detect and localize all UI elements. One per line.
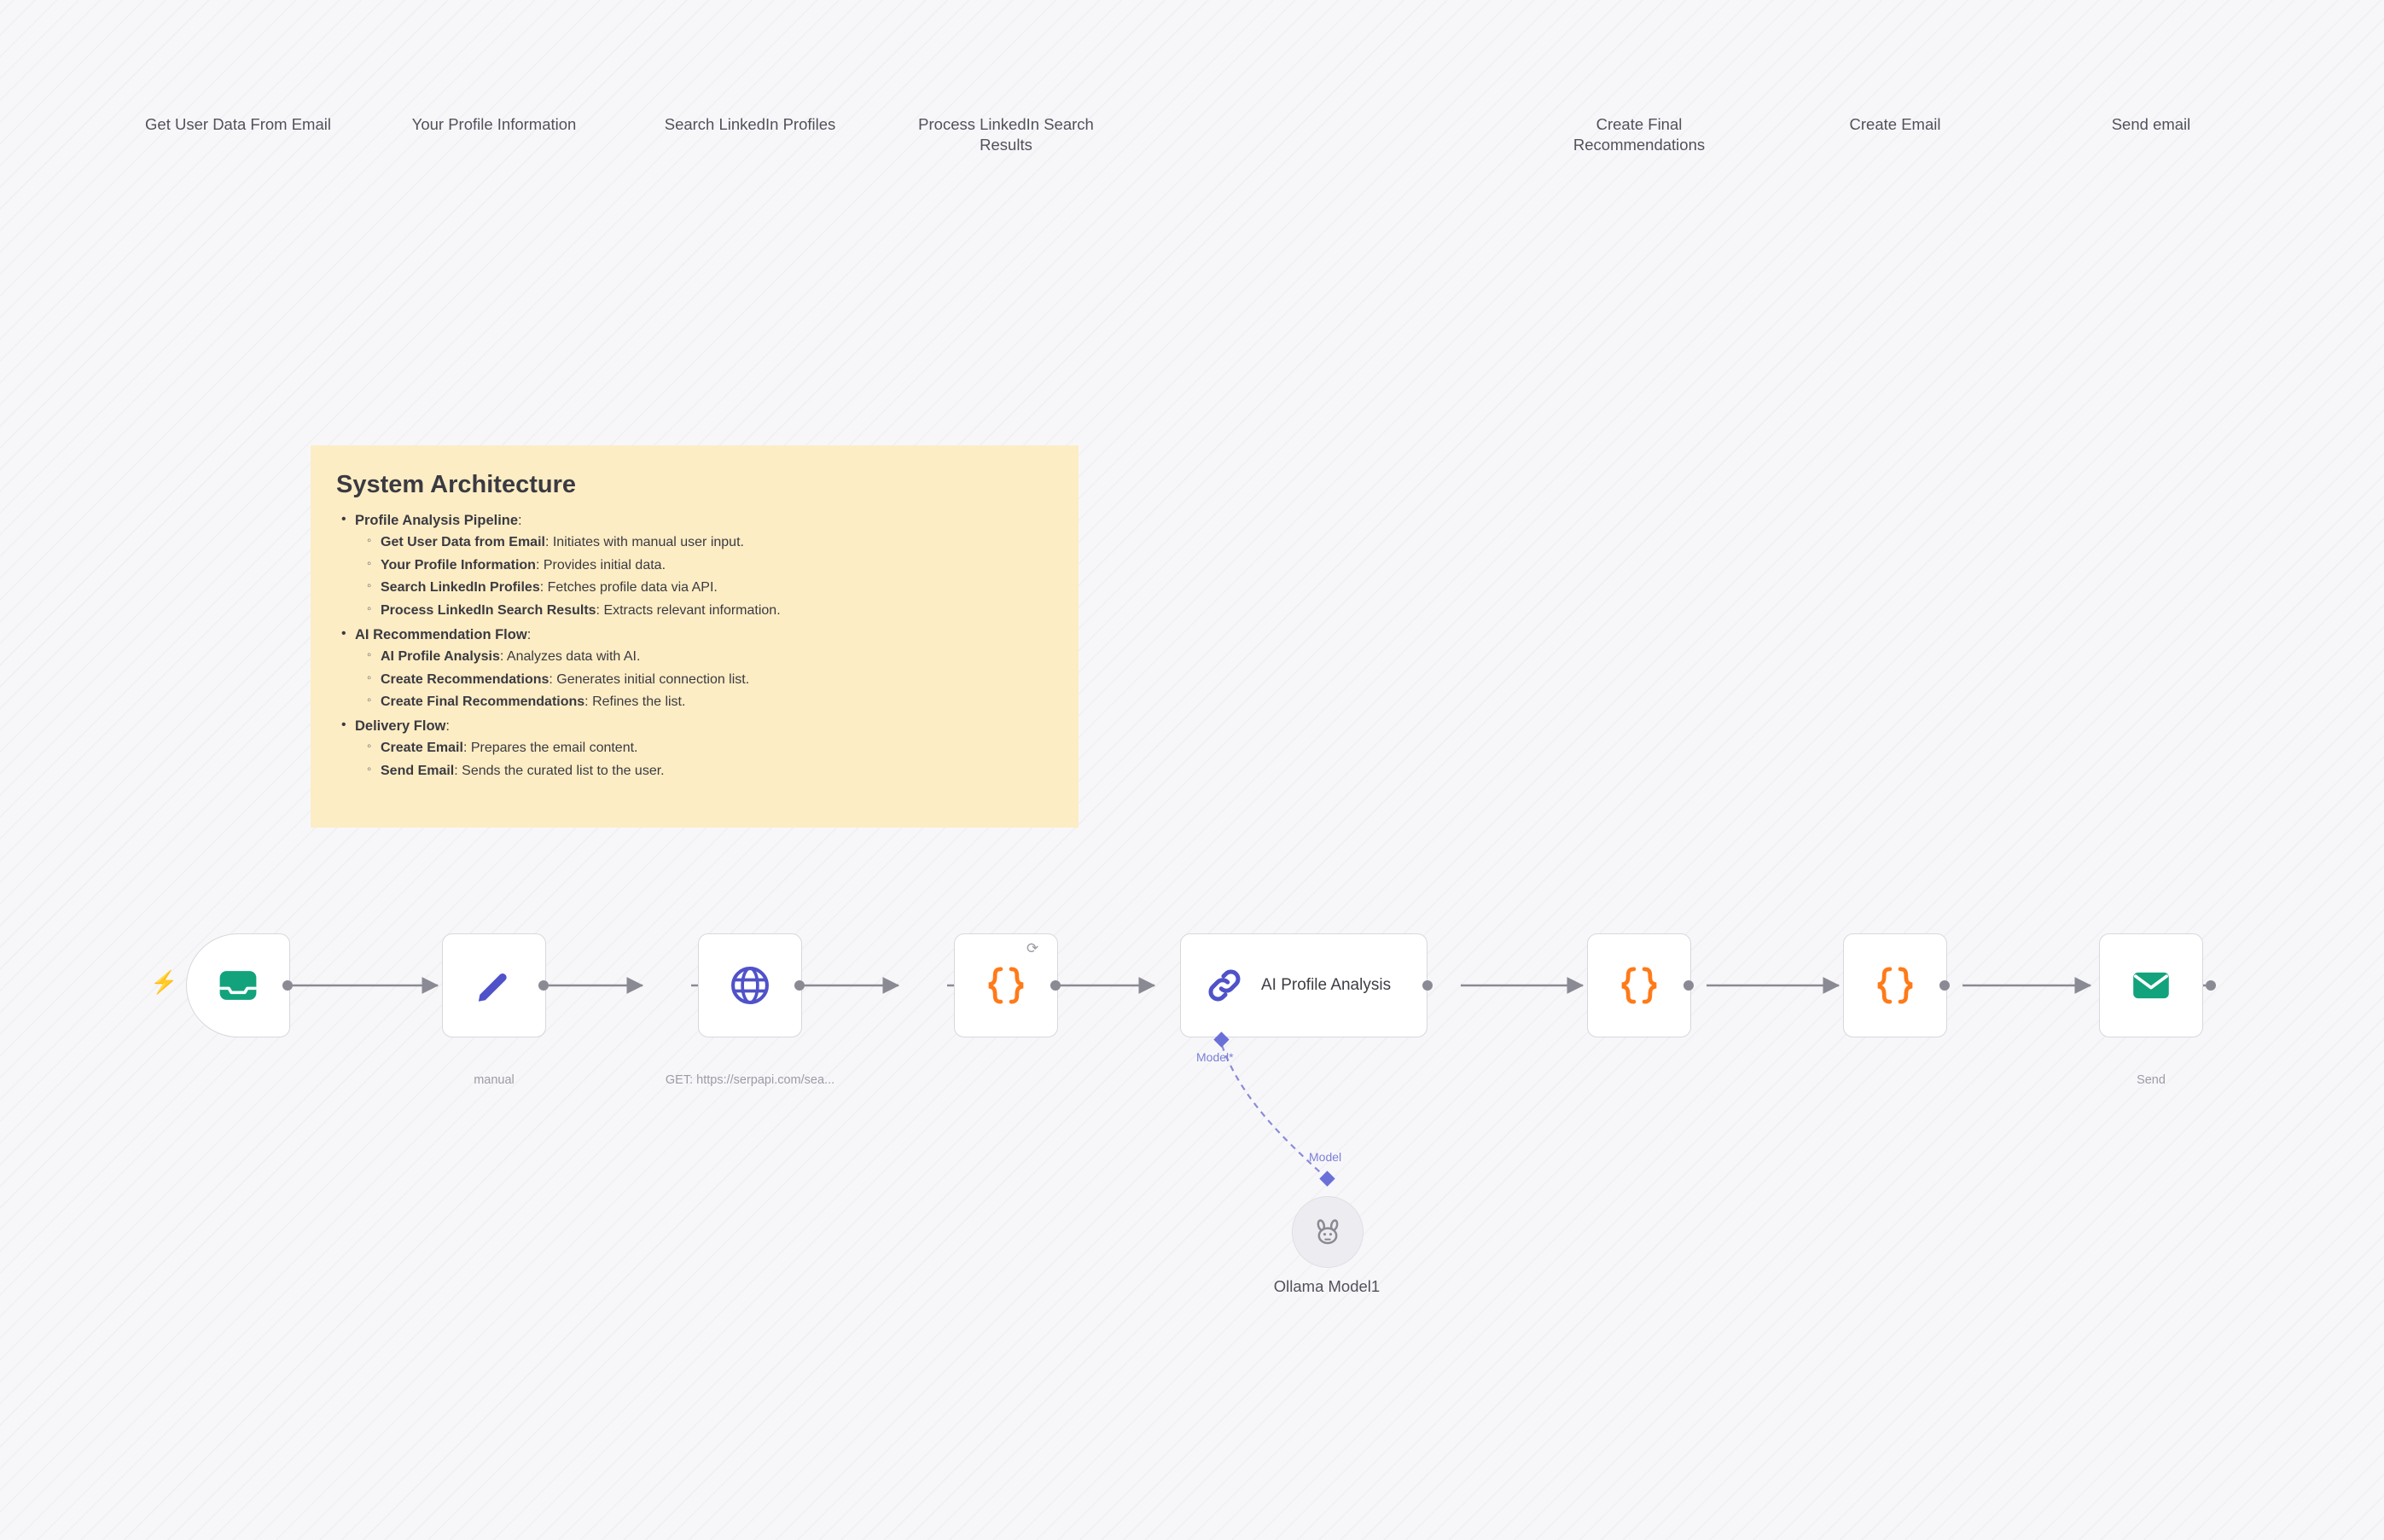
trigger-bolt-icon: ⚡ (150, 969, 178, 995)
note-section-heading: • Profile Analysis Pipeline: (355, 513, 522, 528)
node-get-user-data-from-email[interactable] (186, 933, 290, 1037)
chain-link-icon (1203, 964, 1246, 1007)
output-port[interactable] (2206, 980, 2216, 991)
note-item: ◦ Search LinkedIn Profiles: Fetches profile data via API. (381, 578, 1053, 596)
model-port-label: Model* (1196, 1050, 1234, 1064)
note-item: ◦ Send Email: Sends the curated list to the user. (381, 762, 1053, 780)
note-item: ◦ Create Recommendations: Generates initial connection list. (381, 671, 1053, 689)
note-item: ◦ Your Profile Information: Provides initial data. (381, 556, 1053, 574)
output-port[interactable] (1939, 980, 1950, 991)
output-port[interactable] (1050, 980, 1061, 991)
refresh-icon: ⟳ (1026, 940, 1039, 956)
note-item: ◦ Get User Data from Email: Initiates with manual user input. (381, 533, 1053, 551)
node-subtitle-search-linkedin-profiles: GET: https://serpapi.com/sea... (665, 1073, 835, 1087)
ollama-icon (1311, 1215, 1345, 1249)
node-label-search-linkedin-profiles: Search LinkedIn Profiles (664, 115, 836, 133)
note-item: ◦ Process LinkedIn Search Results: Extracts relevant information. (381, 601, 1053, 619)
globe-icon (728, 963, 772, 1008)
note-item: ◦ AI Profile Analysis: Analyzes data with AI. (381, 648, 1053, 665)
node-ai-profile-analysis[interactable] (1180, 933, 1427, 1037)
code-braces-icon (983, 962, 1029, 1008)
node-create-final-recommendations[interactable] (1587, 933, 1691, 1037)
node-create-email[interactable] (1843, 933, 1947, 1037)
node-label-get-user-data-from-email: Get User Data From Email (145, 115, 331, 133)
node-send-email[interactable] (2099, 933, 2203, 1037)
node-label-ollama-model: Ollama Model1 (1273, 1277, 1381, 1295)
note-section-heading: • AI Recommendation Flow: (355, 627, 531, 642)
node-process-linkedin-search-results[interactable] (954, 933, 1058, 1037)
node-label-create-email: Create Email (1849, 115, 1941, 133)
envelope-icon (2129, 963, 2173, 1008)
node-label-send-email: Send email (2111, 115, 2191, 133)
model-endpoint-label: Model (1309, 1150, 1342, 1164)
sticky-note-title: System Architecture (336, 471, 576, 498)
node-label-process-linkedin-search-results: Process LinkedIn Search Results (918, 115, 1094, 154)
note-item: ◦ Create Email: Prepares the email content. (381, 739, 1053, 757)
inbox-icon (215, 962, 261, 1008)
node-your-profile-information[interactable] (442, 933, 546, 1037)
output-port[interactable] (1683, 980, 1694, 991)
output-port[interactable] (1422, 980, 1433, 991)
node-label-your-profile-information: Your Profile Information (411, 115, 577, 133)
node-subtitle-send-email: Send (2137, 1073, 2166, 1087)
code-braces-icon (1872, 962, 1918, 1008)
output-port[interactable] (794, 980, 805, 991)
output-port[interactable] (538, 980, 549, 991)
node-subtitle-your-profile-information: manual (474, 1073, 515, 1087)
output-port[interactable] (282, 980, 293, 991)
pencil-icon (473, 964, 515, 1007)
node-label-create-final-recommendations: Create Final Recommendations (1573, 115, 1706, 154)
node-label-ai-profile-analysis: AI Profile Analysis (1261, 976, 1392, 995)
node-ollama-model[interactable] (1292, 1196, 1364, 1268)
note-item: ◦ Create Final Recommendations: Refines the list. (381, 693, 1053, 711)
node-search-linkedin-profiles[interactable] (698, 933, 802, 1037)
code-braces-icon (1616, 962, 1662, 1008)
note-section-heading: • Delivery Flow: (355, 718, 450, 734)
